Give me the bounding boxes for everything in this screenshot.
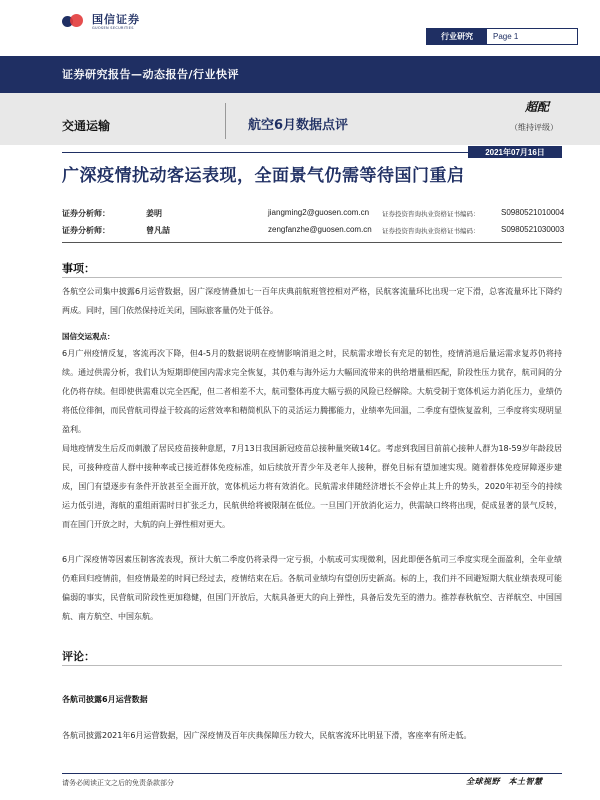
company-logo bbox=[62, 14, 140, 31]
logo-name-en: GUOSEN SECURITIES bbox=[92, 26, 134, 30]
comments-heading: 评论： bbox=[62, 650, 95, 663]
report-title: 航空6月数据点评 bbox=[248, 118, 349, 133]
section-rule bbox=[62, 665, 562, 666]
analyst-cert-no: S0980521010004 bbox=[501, 208, 565, 217]
rating: 超配 bbox=[525, 100, 550, 114]
analyst-cert-label: 证券投资咨询执业资格证书编码： bbox=[382, 227, 480, 235]
analyst-cert-no: S0980521030003 bbox=[501, 225, 565, 234]
report-category-tag: 行业研究 bbox=[427, 29, 487, 44]
rating-note: （维持评级） bbox=[510, 123, 558, 132]
views-paragraph-1: 6月广州疫情反复，客流再次下降，但4-5月的数据说明在疫情影响消退之时，民航需求增长有充足的韧性，疫情消退后量运需求复苏仍将持续。通过供需分析，我们认为短期即使国内需求完全恢复，其仍难与海外运力大幅回流带来的供给增量相匹配，阶段性压力犹存，航司间的分化仍将存续。但即使供需难以完全匹配，但二者相差不大，航司整体再度大幅亏损的风险已经解除。大航受制于宽体机运力消化压力，业绩仍将低位徘徊，而民营航司得益于较高的运营效率和精简机队下的灵活运力腾挪能力，业绩率先回温，二季度有望恢复盈利，三季度将实现明显盈利。 bbox=[62, 349, 562, 434]
footer-rule bbox=[62, 773, 562, 774]
report-type-banner bbox=[0, 56, 600, 93]
events-heading: 事项： bbox=[62, 262, 95, 275]
analyst-row bbox=[62, 225, 565, 237]
analyst-role: 证券分析师： bbox=[62, 209, 110, 218]
analyst-cert-label: 证券投资咨询执业资格证书编码： bbox=[382, 210, 480, 218]
comments-paragraph: 各航司披露2021年6月运营数据，因广深疫情及百年庆典保障压力较大，民航客流环比明显下滑，客座率有所走低。 bbox=[62, 731, 472, 740]
info-divider bbox=[225, 103, 226, 139]
logo-icon bbox=[62, 14, 88, 30]
events-paragraph: 各航空公司集中披露6月运营数据，因广深疫情叠加七一百年庆典前航班管控相对严格，民航客流量环比出现一定下滑，总客流量环比下降约两成。同时，国门依然保持近关闭，国际旅客量仍处于低谷。 bbox=[62, 287, 562, 315]
analyst-role: 证券分析师： bbox=[62, 226, 110, 235]
report-date: 2021年07月16日 bbox=[468, 146, 562, 158]
header-tag-box bbox=[426, 28, 578, 45]
views-paragraph-3: 6月广深疫情等因素压制客流表现，预计大航二季度仍将录得一定亏损，小航或可实现微利，因此即便各航司三季度实现全面盈利，全年业绩仍难回归疫情前，但疫情最差的时间已经过去，疫情结束在后。各航司业绩均有望创历史新高。标的上，我们并不回避短期大航业绩表现可能偏弱的事实，民营航司阶段性更加稳健，但国门开放后，大航具备更大的向上弹性，具备后发先至的潜力。推荐春秋航空、吉祥航空、中国国航、南方航空、中国东航。 bbox=[62, 555, 562, 621]
headline: 广深疫情扰动客运表现，全面景气仍需等待国门重启 bbox=[62, 166, 465, 186]
disclaimer-note: 请务必阅读正文之后的免责条款部分 bbox=[62, 779, 174, 787]
sector-name: 交通运输 bbox=[62, 119, 111, 133]
section-rule bbox=[62, 277, 562, 278]
views-subheading: 国信交运观点： bbox=[62, 332, 115, 341]
comments-subheading: 各航司披露6月运营数据 bbox=[62, 695, 148, 704]
analyst-email[interactable]: zengfanzhe@guosen.com.cn bbox=[268, 225, 372, 234]
slogan: 全球视野 本土智慧 bbox=[466, 777, 543, 786]
logo-name-cn: 国信证券 bbox=[92, 13, 140, 26]
analyst-name: 姜明 bbox=[146, 209, 162, 218]
page-number: Page 1 bbox=[493, 32, 519, 41]
analyst-row bbox=[62, 208, 565, 220]
analyst-name: 曾凡喆 bbox=[146, 226, 170, 235]
report-type-text: 证券研究报告—动态报告/行业快评 bbox=[62, 68, 240, 81]
views-paragraph-2: 局地疫情发生后反而刺激了居民疫苗接种意愿，7月13日我国新冠疫苗总接种量突破14亿。考虑到我国目前前心接种人群为18-59岁年龄段居民，可接种疫苗人群中接种率或已接近群体免疫标准，如后续放开青少年及老年人接种，群免目标有望加速实现。随着群体免疫屏障逐步建成，国门有望逐步有条件开放甚至全面开放，宽体机运力将有效消化。民航需求伴随经济增长不会停止其上升的势头，2020年初至今的持续运力低引进，海航的重组雨需时日扩张乏力，民航供给将被限制在低位。一旦国门开放消化运力，供需缺口终将出现，促成显著的景气反转，而在国门开放之时，大航的向上弹性相对更大。 bbox=[62, 444, 562, 529]
divider bbox=[62, 242, 562, 243]
analyst-email[interactable]: jiangming2@guosen.com.cn bbox=[268, 208, 370, 217]
